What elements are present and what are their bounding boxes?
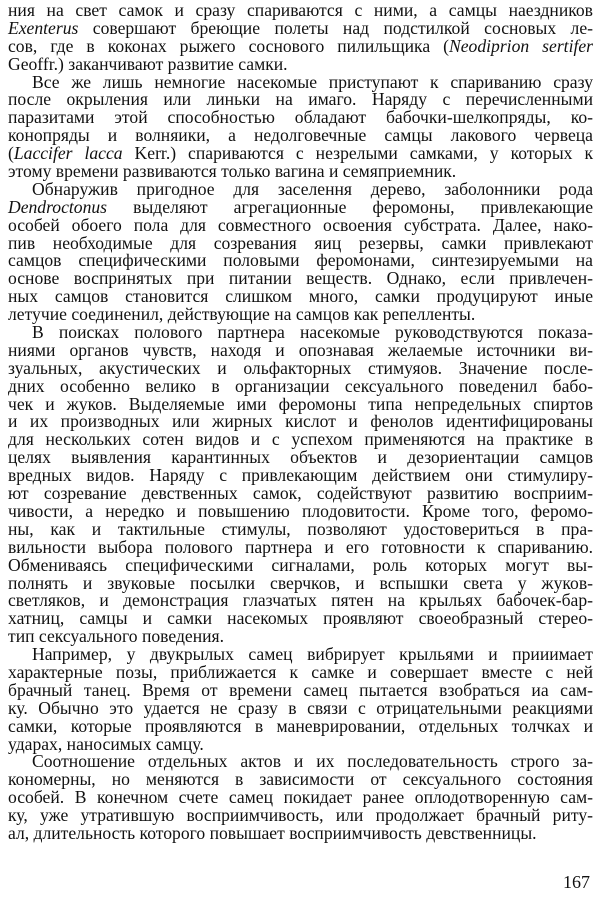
paragraph — [8, 646, 593, 753]
text-segment: ния на свет самок и сразу спариваются с ними, а самцы наездников — [8, 0, 593, 20]
text-line — [8, 822, 593, 843]
text-segment: Например, у двукрылых самец вибрирует крыльями и прииимает — [32, 644, 593, 665]
text-segment: ны, как и тактильные стимулы, позволяют удостовериться в пра- — [8, 518, 593, 539]
text-segment: вредных видов. Наряду с привлекающим действием они стимулиру- — [8, 465, 593, 486]
text-segment: полнять и звуковые посылки сверчков, и вспышки света у жуков- — [8, 572, 593, 593]
text-segment: вильности выбора полового партнера и его готовности к спариванию. — [8, 536, 593, 557]
page-number: 167 — [563, 872, 590, 892]
text-segment: чивости, а нередко и повышению плодовитости. Кроме того, феромо- — [8, 500, 593, 521]
text-segment: зуальных, акустических и ольфакторных стимуяов. Значение после- — [8, 357, 593, 378]
text-segment: светляков, и демонстрация глазчатых пятен на крыльях бабочек-бар- — [8, 590, 593, 611]
text-segment: самцов специфическими половыми феромонами, синтезируемыми на — [8, 250, 593, 271]
text-segment: особей. В конечном счете самец покидает ранее оплодотворенную сам- — [8, 787, 593, 808]
text-segment: ку. Обычно это удается не сразу в связи с отрицательными реакциями — [8, 697, 593, 718]
italic-latin-name: Exenterus — [8, 17, 79, 38]
paragraph — [8, 2, 593, 74]
text-segment: паразитами этой способностью обладают бабочки-шелкопряды, ко- — [8, 107, 593, 128]
text-segment: характерные позы, приближается к самке и совершает вместе с ней — [8, 661, 593, 682]
text-segment: Kerr.) спариваются с незрелыми самками, у которых к — [122, 143, 593, 164]
text-segment: особей обоего пола для совместного освоения субстрата. Далее, нако- — [8, 214, 593, 235]
text-segment: ниями органов чувств, находя и опознавая желаемые источники ви- — [8, 339, 593, 360]
italic-latin-name: Laccifer lacca — [13, 143, 123, 164]
text-segment: дних особенно велико в организации сексуального поведенил бабо- — [8, 375, 593, 396]
paragraph — [8, 753, 593, 842]
text-segment: этому времени развиваются только вагина и семяприемник. — [8, 161, 457, 182]
text-segment: Обнаружив пригодное для заселення дерево, заболонники рода — [32, 178, 593, 199]
text-segment: ют созревание девственных самок, содействуют развитию восприим- — [8, 483, 593, 504]
text-segment: ударах, наносимых самцу. — [8, 733, 204, 754]
text-segment: ал, длительность которого повышает восприимчивость девственницы. — [8, 822, 537, 843]
text-segment: Все же лишь немногие насекомые приступают к спариванию сразу — [32, 71, 593, 92]
text-segment: чек и жуков. Выделяемые ими феромоны типа непредельных спиртов — [8, 393, 593, 414]
text-segment: ( — [8, 143, 14, 164]
text-segment: целях выявления карантинных объектов и дезориентации самцов — [8, 447, 593, 468]
text-segment: для нескольких сотен видов и с успехом применяются на практике в — [8, 429, 593, 450]
text-segment: самки, которые проявляются в маневрировании, отдельных толчках и — [8, 715, 593, 736]
text-segment: летучие соединенил, действующие на самцов как репелленты. — [8, 304, 476, 325]
text-segment: В поисках полового партнера насекомые руководствуются показа- — [32, 322, 593, 343]
text-segment: после окрыления или линьки на имаго. Наряду с перечисленными — [8, 89, 593, 110]
paragraph — [8, 71, 593, 182]
italic-latin-name: Dendroctonus — [8, 196, 108, 217]
paragraph — [8, 178, 593, 325]
text-segment: Обмениваясь специфическими сигналами, роль которых могут вы- — [8, 554, 593, 575]
text-segment: пив необходимые для созревания яиц резервы, самки привлекают — [8, 232, 593, 253]
text-segment: тип сексуального поведения. — [8, 626, 225, 647]
page-body — [8, 2, 593, 843]
text-segment: совершают бреющие полеты над подстилкой сосновых ле- — [78, 17, 593, 38]
italic-latin-name: Neodiprion sertifer — [449, 35, 593, 56]
text-segment: конопряды и волняики, а недолговечные самцы лакового червеца — [8, 125, 593, 146]
text-segment: ных самцов становится слишком много, самки продуцируют иные — [8, 286, 593, 307]
text-segment: Соотношение отдельных актов и их последовательность строго за- — [32, 751, 593, 772]
text-segment: кономерны, но меняются в зависимости от сексуального состояния — [8, 769, 593, 790]
text-segment: хатниц, самцы и самки насекомых проявляют своеобразный стерео- — [8, 608, 593, 629]
text-segment: ку, уже утратившую восприимчивость, или продолжает брачный риту- — [8, 805, 593, 826]
text-segment: сов, где в коконах рыжего соснового пилильщика ( — [8, 35, 450, 56]
text-segment: и их производных или жирных кислот и фенолов идентифицированы — [8, 411, 593, 432]
text-segment: Geoffr.) заканчивают развитие самки. — [8, 53, 288, 74]
text-segment: основе воспринятых при питании веществ. Однако, если привлечен- — [8, 268, 593, 289]
paragraph — [8, 324, 593, 646]
text-segment: выделяют агрегационные феромоны, привлекающие — [107, 196, 593, 217]
text-segment: брачный танец. Время от времени самец пытается взобраться иа сам- — [8, 679, 593, 700]
